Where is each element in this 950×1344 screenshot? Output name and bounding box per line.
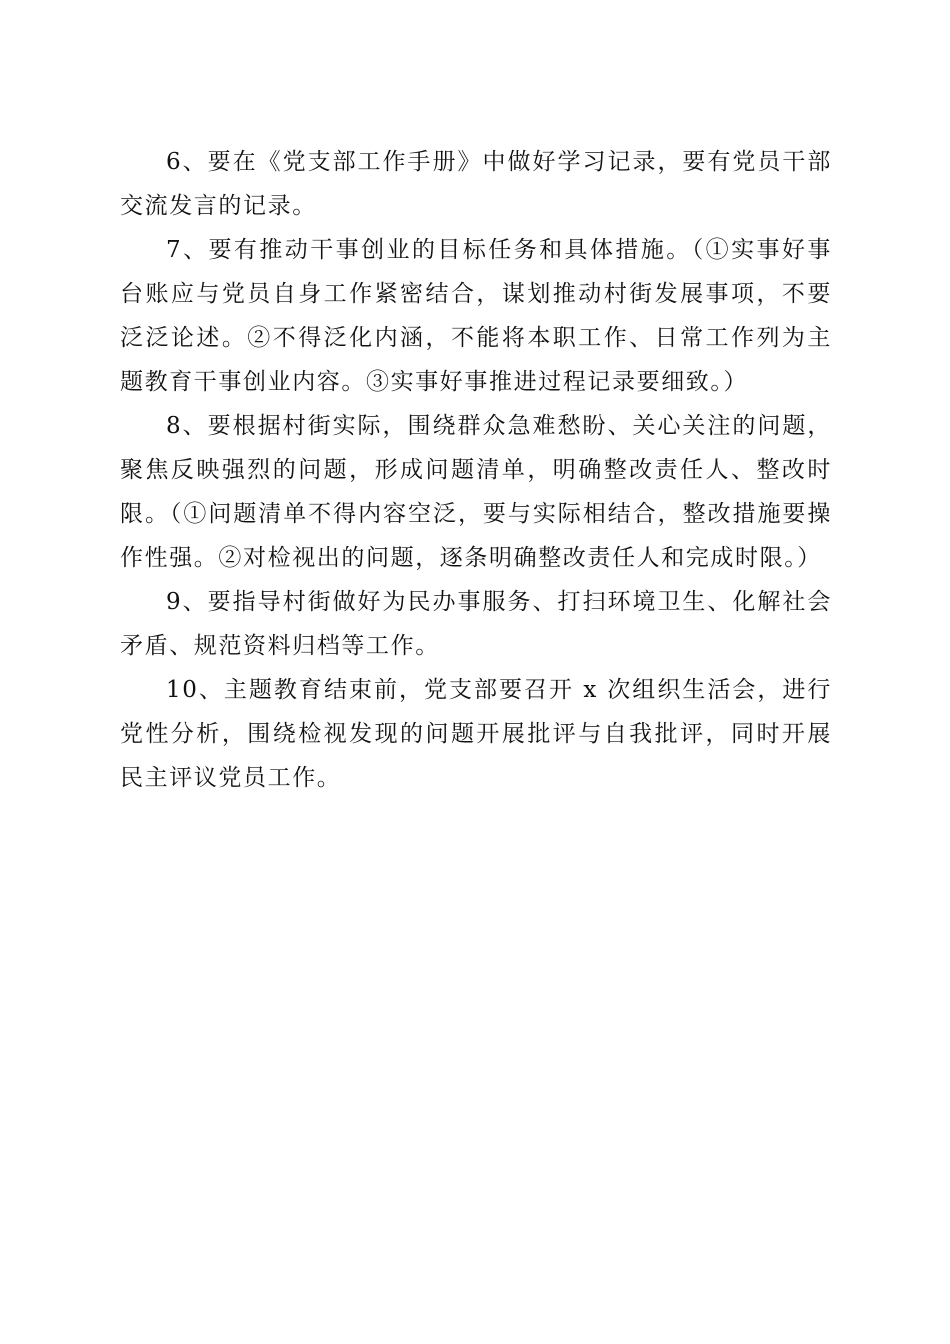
paragraph-item-8: 8、要根据村街实际，围绕群众急难愁盼、关心关注的问题，聚焦反映强烈的问题，形成问题清单，明确整改责任人、整改时限。（①问题清单不得内容空泛，要与实际相结合，整改措施要操作性强。②对检视出的问题，逐条明确整改责任人和完成时限。） bbox=[120, 413, 832, 571]
paragraph-item-7: 7、要有推动干事创业的目标任务和具体措施。（①实事好事台账应与党员自身工作紧密结合，谋划推动村街发展事项，不要泛泛论述。②不得泛化内涵，不能将本职工作、日常工作列为主题教育干事创业内容。③实事好事推进过程记录要细致。） bbox=[120, 237, 832, 395]
paragraph-item-10: 10、主题教育结束前，党支部要召开 x 次组织生活会，进行党性分析，围绕检视发现的问题开展批评与自我批评，同时开展民主评议党员工作。 bbox=[120, 677, 832, 791]
paragraph-item-6: 6、要在《党支部工作手册》中做好学习记录，要有党员干部交流发言的记录。 bbox=[120, 149, 832, 219]
document-body bbox=[120, 140, 832, 800]
paragraph-item-9: 9、要指导村街做好为民办事服务、打扫环境卫生、化解社会矛盾、规范资料归档等工作。 bbox=[120, 589, 832, 659]
